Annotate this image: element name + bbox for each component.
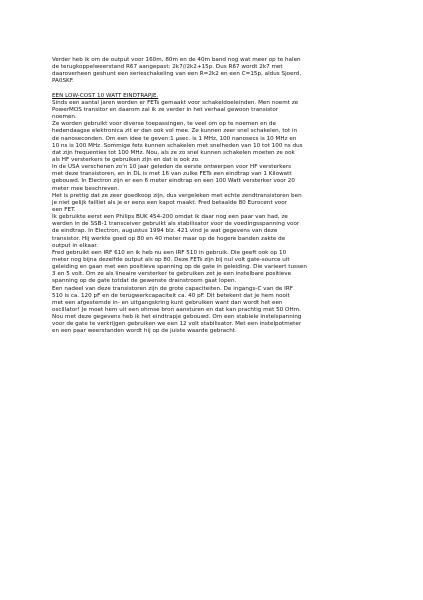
text-line: output in elkaar.	[52, 242, 99, 249]
text-line: Verder heb ik om de output voor 160m, 80m en de 40m band nog wat meer op te halen	[52, 57, 301, 63]
section-heading: EEN LOW-COST 10 WATT EINDTRAPJE.	[52, 92, 159, 99]
text-line: met deze transistoren, en in DL is met 16 van zulke FETs een eindtrap van 1 Kilowatt	[52, 171, 292, 178]
text-line: als HF versterkers te gebruiken zijn en dat is ook zo.	[52, 156, 200, 163]
text-line: met een afgestemde in- en uitgangskring kunt gebruiken want dan wordt het een	[52, 299, 283, 306]
text-line: gebouwd. In Electron zijn er een 6 meter eindtrap en een 100 Watt versterker voor 20	[52, 178, 295, 185]
text-line: Ze worden gebruikt voor diverse toepassingen, te veel om op te noemen en de	[52, 121, 276, 128]
text-line: de terugkoppelweerstand R67 aangepast: 2k7//2k2+15p. Dus R67 wordt 2k7 met	[52, 64, 283, 71]
text-line: je niet gelijk failliet als je er eens een kapot maakt. Fred betaalde 80 Eurocent voor	[52, 199, 287, 206]
text-line: hedendaagse elektronica zit er dan ook vol mee. Ze kunnen zeer snel schakelen, tot in	[52, 128, 298, 135]
body-paragraph	[52, 100, 382, 336]
text-line: In de USA verschenen zo'n 10 jaar geleden de eerste ontwerpen voor HF versterkers	[52, 164, 292, 171]
text-line: daaroverheen geshunt een serieschakeling van een R=2k2 en een C=15p, aldus Sjoerd,	[52, 71, 302, 78]
text-line: geleiding en gaan met een positieve spanning op de gate in geleiding. Die varieert tussen	[52, 264, 307, 271]
text-line: 510 is ca. 120 pF en de terugwerkcapaciteit ca. 40 pF. Dit betekent dat je hem nooit	[52, 292, 290, 299]
text-line: oscillator! Je moet hem uit een ohmse bron aansturen en dat kan prachtig met 50 OHm.	[52, 306, 301, 313]
text-line: Fred gebruikt een IRF 610 en ik heb nu een IRF 510 in gebruik. Die geeft ook op 10	[52, 249, 287, 256]
text-line: PowerMOS transitor en daarom zal ik ze verder in het verhaal gewoon transistor	[52, 106, 279, 113]
document-text	[52, 57, 382, 335]
text-line: de eindtrap. In Electron, augustus 1994 blz. 421 vind je wat gegevens van deze	[52, 228, 278, 235]
paragraph-spacer	[52, 86, 382, 93]
text-line: noemen.	[52, 114, 77, 121]
text-line: spanning op de gate totdat de gewenste drainstroom gaat lopen.	[52, 278, 237, 285]
text-line: Ik gebruikte eerst een Philips BUK 454-200 omdat ik daar nog een paar van had, ze	[52, 214, 288, 221]
text-line: Een nadeel van deze transistoren zijn de grote capaciteiten. De ingangs-C van de IRF	[52, 285, 293, 292]
text-line: meter mee beschreven.	[52, 185, 120, 192]
text-line: meter nog bijna dezelfde output als op 80. Deze FETs zijn bij nul volt gate-source uit	[52, 256, 290, 263]
text-line: Sinds een aantal jaren worden er FETs gemaakt voor schakeldoeleinden. Men noemt ze	[52, 99, 299, 106]
text-line: werden in de SSB-1 transceiver gebruikt als stabilisator voor de voedingsspanning voor	[52, 221, 300, 228]
text-line: Nou met deze gegevens heb ik het eindtrapje gebouwd. Om een stabiele instelspanning	[52, 314, 302, 321]
text-line: PA0SKF.	[52, 78, 74, 85]
text-line: een FET.	[52, 206, 76, 213]
text-line: 10 ns is 100 MHz. Sommige fets kunnen schakelen met snelheden van 10 tot 100 ns dus	[52, 142, 303, 149]
intro-paragraph	[52, 57, 382, 86]
text-line: transistor. Hij werkte goed op 80 en 40 meter maar op de hogere banden zakte de	[52, 235, 286, 242]
text-line: en een paar weerstanden wordt hij op de juiste waarde gebracht.	[52, 328, 237, 335]
text-line: 3 en 5 volt. Om ze als lineaire versterker te gebruiken zet je een instelbare positieve	[52, 271, 292, 278]
text-line: dat zijn frequenties tot 100 MHz. Nou, als ze zo snel kunnen schakelen moeten ze ook	[52, 149, 295, 156]
text-line: Het is prettig dat ze zeer goedkoop zijn, dus vergeleken met echte zendtransistoren ben	[52, 192, 302, 199]
text-line: de nanoseconden. Om een idee te geven:1 µsec. is 1 MHz, 100 nanosecs is 10 MHz en	[52, 135, 297, 142]
text-line: voor de gate te verkrijgen gebruiken we een 12 volt stabilisator. Met een instelpotmeter	[52, 321, 302, 328]
